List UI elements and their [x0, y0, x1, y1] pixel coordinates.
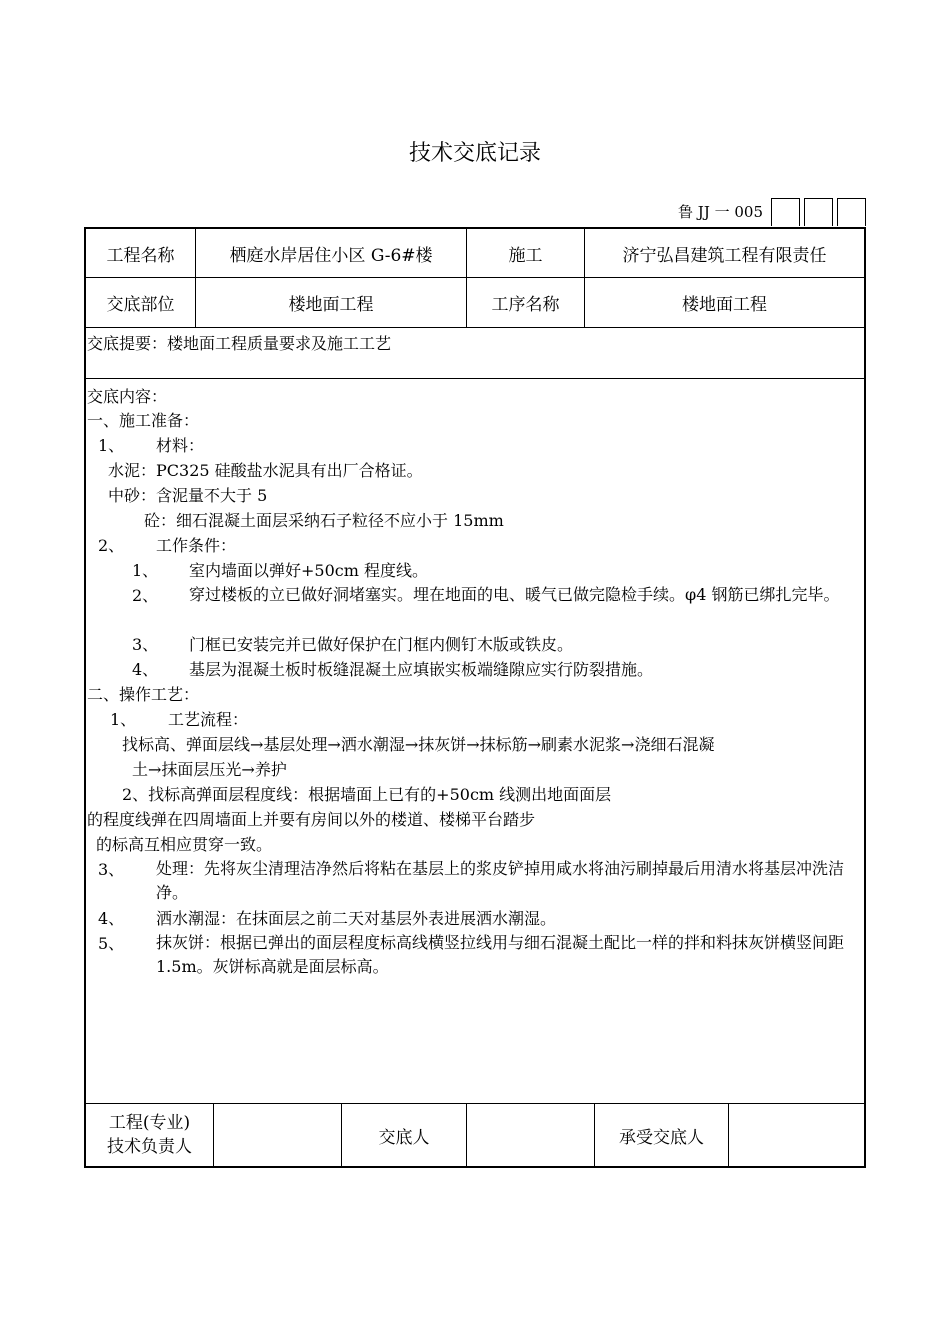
step-2-line-3: 的标高互相应贯穿一致。 [96, 835, 273, 854]
section-1-title: 一、施工准备： [87, 411, 200, 430]
flow-line-1: 找标高、弹面层线→基层处理→洒水潮湿→抹灰饼→抹标筋→刷素水泥浆→浇细石混凝 [122, 735, 715, 754]
code-box-2 [804, 198, 833, 226]
item-number: 1、 [98, 436, 125, 455]
step-4: 洒水潮湿：在抹面层之前二天对基层外表进展洒水潮湿。 [156, 909, 557, 928]
project-name-value: 栖庭水岸居住小区 G-6#楼 [229, 245, 433, 266]
condition-2: 穿过楼板的立已做好洞堵塞实。埋在地面的电、暖气已做完隐检手续。φ4 钢筋已绑扎完毕。 [189, 585, 840, 604]
form-code-row [678, 198, 866, 226]
content-heading: 交底内容： [87, 387, 168, 406]
step-3: 处理：先将灰尘清理洁净然后将粘在基层上的浆皮铲掉用咸水将油污刷掉最后用清水将基层冲洗洁净。 [156, 859, 845, 902]
sand-line: 中砂：含泥量不大于 5 [108, 486, 268, 505]
process-value: 楼地面工程 [682, 295, 767, 315]
row-divider [86, 327, 864, 328]
flow-title: 工艺流程： [168, 710, 249, 729]
condition-number: 3、 [132, 635, 159, 654]
document-title: 技术交底记录 [408, 141, 541, 166]
construction-label: 施工 [508, 245, 543, 266]
step-5: 抹灰饼：根据已弹出的面层程度标高线横竖拉线用与细石混凝土配比一样的拌和料抹灰饼横竖间距 1.5m。灰饼标高就是面层标高。 [156, 933, 845, 976]
tech-lead-signature[interactable] [214, 1104, 341, 1166]
materials-title: 材料： [156, 436, 205, 455]
condition-number: 2、 [132, 586, 159, 605]
tech-lead-label-line-2: 技术负责人 [107, 1137, 192, 1157]
project-name-label: 工程名称 [106, 245, 175, 266]
form-code: 鲁 JJ 一 005 [678, 203, 763, 221]
tech-lead-label [86, 1104, 213, 1166]
tech-lead-label-line-1: 工程(专业) [108, 1113, 191, 1133]
item-number: 3、 [98, 860, 125, 879]
construction-value: 济宁弘昌建筑工程有限责任 [622, 245, 827, 266]
concrete-line: 砼：细石混凝土面层采纳石子粒径不应小于 15mm [144, 511, 504, 530]
discloser-label: 交底人 [378, 1127, 430, 1148]
receiver-label: 承受交底人 [619, 1127, 704, 1148]
condition-1: 室内墙面以弹好+50cm 程度线。 [189, 561, 428, 580]
row-divider [86, 378, 864, 379]
condition-number: 1、 [132, 561, 159, 580]
item-number: 2、 [98, 536, 125, 555]
conditions-title: 工作条件： [156, 536, 237, 555]
discloser-signature[interactable] [467, 1104, 594, 1166]
summary: 交底提要：楼地面工程质量要求及施工工艺 [87, 334, 392, 353]
process-label: 工序名称 [491, 295, 560, 315]
step-2-line-1: 2、找标高弹面层程度线：根据墙面上已有的+50cm 线测出地面面层 [122, 785, 612, 804]
code-box-1 [771, 198, 800, 226]
section-2-title: 二、操作工艺： [87, 685, 200, 704]
record-table [84, 227, 866, 1168]
code-box-3 [837, 198, 866, 226]
item-number: 1、 [110, 710, 137, 729]
receiver-signature[interactable] [729, 1104, 864, 1166]
condition-number: 4、 [132, 660, 159, 679]
item-number: 5、 [98, 934, 125, 953]
step-2-line-2: 的程度线弹在四周墙面上并要有房间以外的楼道、楼梯平台踏步 [87, 810, 536, 829]
cement-line: 水泥：PC325 硅酸盐水泥具有出厂合格证。 [108, 461, 423, 480]
item-number: 4、 [98, 909, 125, 928]
condition-3: 门框已安装完并已做好保护在门框内侧钉木版或铁皮。 [189, 635, 574, 654]
location-label: 交底部位 [106, 295, 175, 315]
condition-4: 基层为混凝土板时板缝混凝土应填嵌实板端缝隙应实行防裂措施。 [189, 660, 654, 679]
flow-line-2: 土→抹面层压光→养护 [132, 760, 287, 779]
location-value: 楼地面工程 [288, 295, 374, 315]
